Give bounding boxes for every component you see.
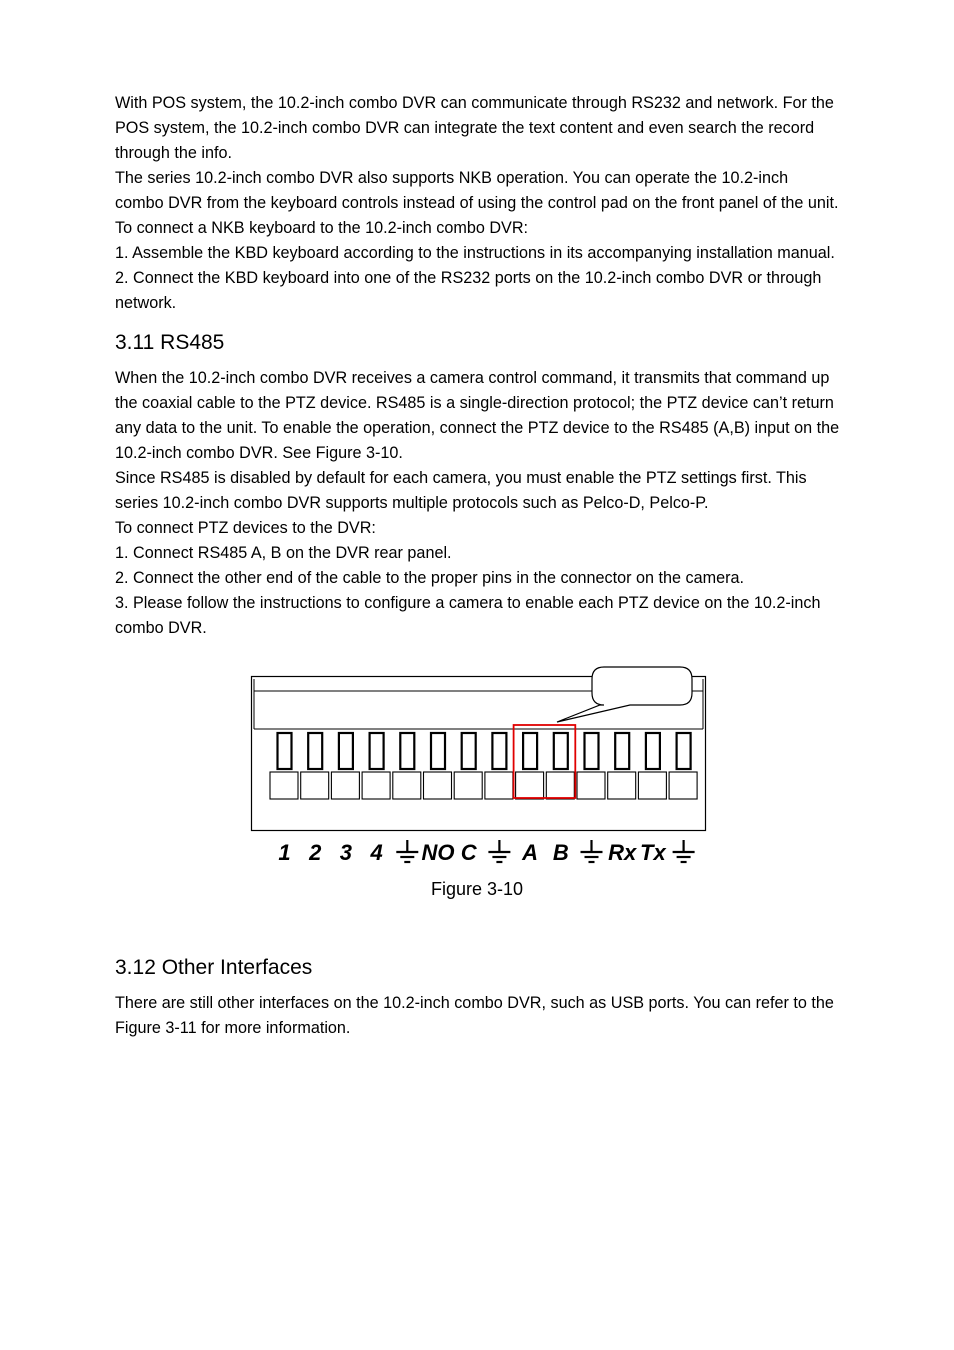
other-interfaces-paragraph xyxy=(115,991,875,1041)
terminal-wire-entry xyxy=(577,772,605,799)
terminal-screw-slot xyxy=(554,733,568,769)
text-line: 2. Connect the KBD keyboard into one of the RS232 ports on the 10.2-inch combo DVR or through xyxy=(115,269,822,287)
ground-symbol-icon xyxy=(673,840,695,862)
terminal-label: C xyxy=(460,840,477,865)
terminal-label: B xyxy=(552,840,569,865)
text-line: 3. Please follow the instructions to configure a camera to enable each PTZ device on the 10.2-inch xyxy=(115,594,821,612)
terminal-label: 1 xyxy=(278,840,291,865)
terminal-screw-slot xyxy=(615,733,629,769)
terminal-wire-entry xyxy=(516,772,544,799)
text-line: network. xyxy=(115,294,177,312)
terminal-wire-entry xyxy=(270,772,298,799)
text-line: To connect a NKB keyboard to the 10.2-inch combo DVR: xyxy=(115,219,529,237)
terminal-label: Rx xyxy=(608,840,637,865)
terminal-screw-slot xyxy=(523,733,537,769)
text-line: 10.2-inch combo DVR. See Figure 3-10. xyxy=(115,444,403,462)
text-line: 1. Assemble the KBD keyboard according to the instructions in its accompanying installation manual. xyxy=(115,244,835,262)
text-line: combo DVR. xyxy=(115,619,207,637)
terminal-wire-entry xyxy=(424,772,452,799)
terminal-wire-entry xyxy=(331,772,359,799)
text-line: 2. Connect the other end of the cable to the proper pins in the connector on the camera. xyxy=(115,569,745,587)
ground-symbol-icon xyxy=(396,840,418,862)
text-line: Figure 3-11 for more information. xyxy=(115,1019,351,1037)
terminal-screw-slot xyxy=(278,733,292,769)
terminal-screw-slot xyxy=(431,733,445,769)
terminal-wire-entry xyxy=(638,772,666,799)
terminal-screw-slot xyxy=(370,733,384,769)
text-line: When the 10.2-inch combo DVR receives a camera control command, it transmits that command up xyxy=(115,369,830,387)
terminal-label: 2 xyxy=(309,840,322,865)
terminal-label: Tx xyxy=(640,840,666,865)
text-line: There are still other interfaces on the 10.2-inch combo DVR, such as USB ports. You can refer to the xyxy=(115,994,834,1012)
terminal-wire-entry xyxy=(608,772,636,799)
terminal-wire-entry xyxy=(393,772,421,799)
section-heading-rs485: 3.11 RS485 xyxy=(115,331,225,354)
text-line: With POS system, the 10.2-inch combo DVR can communicate through RS232 and network. For the xyxy=(115,94,834,112)
callout-bubble xyxy=(557,667,692,722)
text-line: The series 10.2-inch combo DVR also supports NKB operation. You can operate the 10.2-inch xyxy=(115,169,789,187)
terminal-screw-slot xyxy=(646,733,660,769)
terminal-wire-entry xyxy=(362,772,390,799)
terminal-label: A xyxy=(522,840,539,865)
terminal-screw-slot xyxy=(492,733,506,769)
terminal-wire-entry xyxy=(546,772,574,799)
terminal-label: NO xyxy=(421,840,455,865)
terminal-screw-slot xyxy=(677,733,691,769)
terminal-screw-slot xyxy=(462,733,476,769)
terminal-label: 3 xyxy=(339,840,353,865)
ground-symbol-icon xyxy=(488,840,510,862)
terminal-wire-entry xyxy=(669,772,697,799)
text-line: series 10.2-inch combo DVR supports multiple protocols such as Pelco-D, Pelco-P. xyxy=(115,494,709,512)
text-line: To connect PTZ devices to the DVR: xyxy=(115,519,376,537)
terminal-wire-entry xyxy=(485,772,513,799)
ground-symbol-icon xyxy=(581,840,603,862)
text-line: through the info. xyxy=(115,144,232,162)
text-line: POS system, the 10.2-inch combo DVR can integrate the text content and even search the record xyxy=(115,119,815,137)
text-line: combo DVR from the keyboard controls instead of using the control pad on the front panel of the unit. xyxy=(115,194,839,212)
section-heading-other-interfaces: 3.12 Other Interfaces xyxy=(115,956,313,979)
terminal-screw-slot xyxy=(308,733,322,769)
text-line: 1. Connect RS485 A, B on the DVR rear panel. xyxy=(115,544,452,562)
terminal-screw-slot xyxy=(339,733,353,769)
text-line: Since RS485 is disabled by default for each camera, you must enable the PTZ settings first. This xyxy=(115,469,807,487)
terminal-label: 4 xyxy=(370,840,383,865)
text-line: any data to the unit. To enable the operation, connect the PTZ device to the RS485 (A,B) input on the xyxy=(115,419,840,437)
text-line: the coaxial cable to the PTZ device. RS485 is a single-direction protocol; the PTZ device can’t return xyxy=(115,394,834,412)
figure-caption: Figure 3-10 xyxy=(430,879,524,899)
terminal-wire-entry xyxy=(301,772,329,799)
terminal-wire-entry xyxy=(454,772,482,799)
terminal-screw-slot xyxy=(400,733,414,769)
terminal-screw-slot xyxy=(585,733,599,769)
